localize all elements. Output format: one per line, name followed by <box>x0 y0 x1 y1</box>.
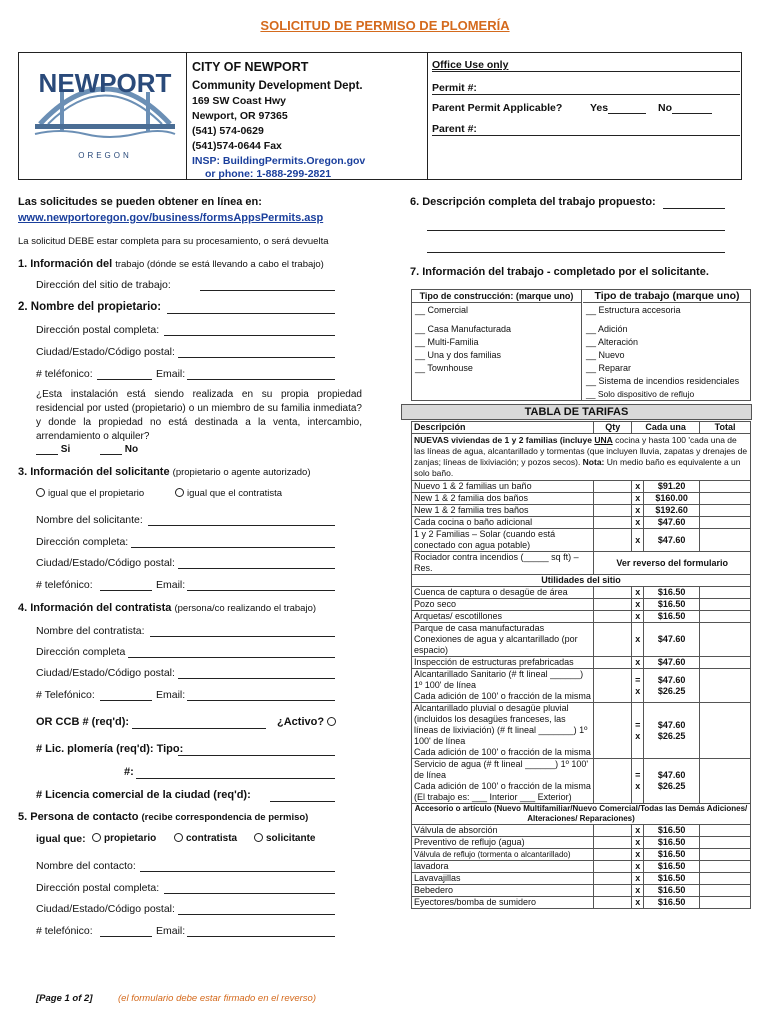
city-license-label: # Licencia comercial de la ciudad (req'd): <box>36 789 251 801</box>
work-option[interactable]: __ Sistema de incendios residenciales <box>586 376 740 386</box>
fee-unit: x <box>632 493 644 505</box>
fee-desc: Alcantarillado Sanitario (# ft lineal ______) 1º 100' de línea Cada adición de 100' o fracción de la misma <box>412 669 594 703</box>
fee-desc: New 1 & 2 familia tres baños <box>412 505 594 517</box>
table-row <box>412 552 751 575</box>
contractor-name-field[interactable] <box>150 636 335 637</box>
applicant-name-label: Nombre del solicitante: <box>36 514 143 526</box>
construction-type-header: Tipo de construcción: (marque uno) <box>412 290 581 303</box>
owner-no[interactable]: No <box>100 444 138 455</box>
table-row <box>412 422 751 434</box>
fee-total[interactable] <box>700 505 751 517</box>
table-row <box>412 611 751 623</box>
construction-type-column <box>412 290 582 400</box>
phone-line: (541) 574-0629 <box>192 125 264 137</box>
contact-owner-option[interactable]: propietario <box>92 833 156 844</box>
same-as-owner-option[interactable]: igual que el propietario <box>36 488 144 499</box>
fee-cost: $16.50 <box>644 837 700 849</box>
work-option[interactable]: __ Solo dispositivo de reflujo <box>586 389 695 399</box>
table-row <box>412 861 751 873</box>
table-row <box>412 587 751 599</box>
fee-cost: $16.50 <box>644 885 700 897</box>
permit-field[interactable]: Permit #: <box>432 82 740 95</box>
table-row <box>412 873 751 885</box>
city-license-field[interactable] <box>270 801 335 802</box>
fax-line: (541)574-0644 Fax <box>192 140 282 152</box>
fee-unit: = x <box>632 759 644 804</box>
work-type-column <box>583 290 751 399</box>
ccb-field[interactable] <box>132 728 266 729</box>
fee-total[interactable] <box>700 669 751 703</box>
each-header: Cada una <box>632 422 700 434</box>
total-header: Total <box>700 422 751 434</box>
fee-unit: x <box>632 505 644 517</box>
table-row <box>412 493 751 505</box>
applicant-email-field[interactable] <box>187 590 335 591</box>
fee-total[interactable] <box>700 493 751 505</box>
fee-total[interactable] <box>700 849 751 861</box>
fee-cost: $16.50 <box>644 897 700 909</box>
fee-cost: $160.00 <box>644 493 700 505</box>
applicant-phone-label: # telefónico: <box>36 579 93 591</box>
form-title: SOLICITUD DE PERMISO DE PLOMERÍA <box>260 18 510 33</box>
table-row <box>412 575 751 587</box>
fee-unit: x <box>632 587 644 599</box>
yes-option[interactable]: Yes <box>590 102 646 114</box>
table-row <box>412 529 751 552</box>
contact-phone-label: # telefónico: <box>36 925 93 937</box>
contractor-phone-field[interactable] <box>100 700 152 701</box>
fee-unit: = x <box>632 703 644 759</box>
site-address-label: Dirección del sitio de trabajo: <box>36 279 171 291</box>
contact-name-label: Nombre del contacto: <box>36 860 136 872</box>
contact-name-field[interactable] <box>140 871 335 872</box>
contractor-phone-label: # Telefónico: <box>36 689 95 701</box>
fee-unit: x <box>632 599 644 611</box>
contact-phone-field[interactable] <box>100 936 152 937</box>
fee-desc: Cuenca de captura o desagüe de área <box>412 587 594 599</box>
owner-email-label: Email: <box>156 368 186 380</box>
fee-table-title: TABLA DE TARIFAS <box>401 404 752 420</box>
fee-desc: Inspección de estructuras prefabricadas <box>412 657 594 669</box>
contractor-addr-label: Dirección completa <box>36 646 126 658</box>
page-number: [Page 1 of 2] <box>36 993 93 1004</box>
fee-cost: $47.60 $26.25 <box>644 703 700 759</box>
fee-unit: x <box>632 837 644 849</box>
header-divider <box>186 52 187 180</box>
table-row <box>412 897 751 909</box>
table-row <box>412 703 751 759</box>
fee-qty[interactable] <box>594 861 632 873</box>
fee-unit: x <box>632 481 644 493</box>
description-field[interactable] <box>663 208 725 209</box>
work-option[interactable]: __ Alteración <box>586 337 639 347</box>
fee-qty[interactable] <box>594 493 632 505</box>
fee-total[interactable] <box>700 657 751 669</box>
fee-desc: Válvula de reflujo (tormenta o alcantarillado) <box>412 849 594 861</box>
plumbing-license-label: # Lic. plomería (req'd): Tipo: <box>36 743 184 755</box>
fee-desc: Lavavajillas <box>412 873 594 885</box>
qty-header: Qty <box>594 422 632 434</box>
contact-postal-field[interactable] <box>164 893 335 894</box>
fee-unit: = x <box>632 669 644 703</box>
insp-phone: or phone: 1-888-299-2821 <box>205 168 332 180</box>
work-type-box <box>411 289 751 401</box>
fee-qty[interactable] <box>594 669 632 703</box>
fee-cost: $47.60 $26.25 <box>644 669 700 703</box>
radio-icon <box>175 488 184 497</box>
fee-qty[interactable] <box>594 873 632 885</box>
fee-cost: $16.50 <box>644 861 700 873</box>
table-row <box>412 623 751 657</box>
fee-unit: x <box>632 885 644 897</box>
fee-cost: $47.60 <box>644 517 700 529</box>
construction-option[interactable]: __ Casa Manufacturada <box>415 324 512 334</box>
fee-desc: Parque de casa manufacturadas Conexiones de agua y alcantarillado (por espacio) <box>412 623 594 657</box>
description-field[interactable] <box>427 252 725 253</box>
fee-qty[interactable] <box>594 481 632 493</box>
license-number-label: #: <box>124 766 134 778</box>
header-divider <box>427 52 428 180</box>
accessory-title: Accesorio o artículo (Nuevo Multifamiliar/Nuevo Comercial/Todas las Demás Adiciones/ Alteraciones/ Reparaciones) <box>412 804 751 825</box>
fee-desc: Nuevo 1 & 2 familias un baño <box>412 481 594 493</box>
fee-qty[interactable] <box>594 611 632 623</box>
fee-qty[interactable] <box>594 529 632 552</box>
fee-desc: Preventivo de reflujo (agua) <box>412 837 594 849</box>
construction-option[interactable]: __ Comercial <box>415 305 469 315</box>
table-row <box>412 849 751 861</box>
fee-desc: Válvula de absorción <box>412 825 594 837</box>
fee-cost: $16.50 <box>644 849 700 861</box>
contact-postal-label: Dirección postal completa: <box>36 882 160 894</box>
city-name: CITY OF NEWPORT <box>192 60 309 74</box>
fee-total[interactable] <box>700 623 751 657</box>
applicant-addr-field[interactable] <box>131 547 335 548</box>
table-row <box>412 837 751 849</box>
section-4-heading: 4. Información del contratista (persona/co realizando el trabajo) <box>18 602 317 614</box>
complete-notice: La solicitud DEBE estar completa para su procesamiento, o será devuelta <box>18 236 329 247</box>
new-dwelling-intro: NUEVAS viviendas de 1 y 2 familias (incluye UNA cocina y hasta 100 'cada una de las líneas de agua, alcantarillado y tormentas (que incluyen lluvia, zapatas y drenajes de zanjas; líneas de lixiviación; y pozos secos). Nota: Un medio baño es equivalente a un solo baño. <box>412 434 751 481</box>
fee-cost: $16.50 <box>644 587 700 599</box>
fee-cost: $91.20 <box>644 481 700 493</box>
description-field[interactable] <box>427 230 725 231</box>
section-3-heading: 3. Información del solicitante (propietario o agente autorizado) <box>18 466 311 478</box>
fee-total[interactable] <box>700 481 751 493</box>
contractor-city-label: Ciudad/Estado/Código postal: <box>36 667 175 679</box>
dept-name: Community Development Dept. <box>192 80 363 92</box>
owner-si[interactable]: Si <box>36 444 70 455</box>
fee-desc: Arquetas/ escotillones <box>412 611 594 623</box>
fee-cost: $47.60 <box>644 657 700 669</box>
license-number-field[interactable] <box>136 778 335 779</box>
table-row <box>412 885 751 897</box>
owner-question: ¿Esta instalación está siendo realizada en su propia propiedad residencial por usted (propietario) o un miembro de su familia inmediata? y donde la propiedad no está destinada a la venta, intercambio, arrendamiento o alquiler? <box>36 389 362 442</box>
contact-email-field[interactable] <box>187 936 335 937</box>
parent-applicable-label: Parent Permit Applicable? <box>432 102 563 114</box>
fee-qty[interactable] <box>594 759 632 804</box>
fee-qty[interactable] <box>594 587 632 599</box>
contact-city-field[interactable] <box>178 914 335 915</box>
radio-icon <box>92 833 101 842</box>
radio-icon <box>254 833 263 842</box>
fee-cost: $47.60 <box>644 529 700 552</box>
applicant-city-label: Ciudad/Estado/Código postal: <box>36 557 175 569</box>
fee-unit: x <box>632 825 644 837</box>
applicant-addr-label: Dirección completa: <box>36 536 129 548</box>
fee-qty[interactable] <box>594 599 632 611</box>
owner-postal-label: Dirección postal completa: <box>36 324 160 336</box>
fee-total[interactable] <box>700 759 751 804</box>
radio-icon <box>327 717 336 726</box>
section-7-heading: 7. Información del trabajo - completado por el solicitante. <box>410 266 709 278</box>
fee-cost: $47.60 <box>644 623 700 657</box>
contractor-email-field[interactable] <box>187 700 335 701</box>
fee-desc: Alcantarillado pluvial o desagüe pluvial (incluidos los desagües franceses, las líneas de lixiviación) (# ft lineal _______) 1º 100' de línea Cada adición de 100' o fracción de la misma <box>412 703 594 759</box>
active-option[interactable]: ¿Activo? <box>277 716 339 728</box>
fee-total[interactable] <box>700 861 751 873</box>
work-option[interactable]: __ Reparar <box>586 363 632 373</box>
fee-total[interactable] <box>700 703 751 759</box>
insp-line: INSP: BuildingPermits.Oregon.gov <box>192 155 366 167</box>
fee-qty[interactable] <box>594 703 632 759</box>
fee-unit: x <box>632 623 644 657</box>
fee-total[interactable] <box>700 587 751 599</box>
fee-desc: Servicio de agua (# ft lineal ______) 1º 100' de línea Cada adición de 100' o fracción de la misma (El trabajo es: ___ Interior ___ Exterior) <box>412 759 594 804</box>
fee-qty[interactable] <box>594 885 632 897</box>
desc-header: Descripción <box>412 422 594 434</box>
section-5-heading: 5. Persona de contacto (recibe correspondencia de permiso) <box>18 811 309 823</box>
contact-contractor-option[interactable]: contratista <box>174 833 237 844</box>
fee-note: Ver reverso del formulario <box>594 552 751 575</box>
fee-unit: x <box>632 849 644 861</box>
fee-cost: $16.50 <box>644 873 700 885</box>
ccb-label: OR CCB # (req'd): <box>36 716 130 728</box>
table-row <box>412 657 751 669</box>
section-2-heading: 2. Nombre del propietario: <box>18 301 162 313</box>
fee-unit: x <box>632 861 644 873</box>
section-1-heading: 1. Información del trabajo (dónde se está llevando a cabo el trabajo) <box>18 258 324 270</box>
same-as-contractor-option[interactable]: igual que el contratista <box>175 488 282 499</box>
owner-name-field[interactable] <box>167 313 335 314</box>
parent-number-field[interactable]: Parent #: <box>432 123 740 136</box>
fee-qty[interactable] <box>594 623 632 657</box>
contact-email-label: Email: <box>156 925 186 937</box>
newport-logo <box>30 62 180 162</box>
fee-cost: $16.50 <box>644 599 700 611</box>
table-row <box>412 804 751 825</box>
work-type-header: Tipo de trabajo (marque uno) <box>583 290 751 303</box>
table-row <box>412 517 751 529</box>
fee-table <box>411 421 751 909</box>
owner-phone-field[interactable] <box>97 379 152 380</box>
table-row <box>412 481 751 493</box>
address-line: 169 SW Coast Hwy <box>192 95 286 107</box>
construction-option[interactable]: __ Multi-Familia <box>415 337 479 347</box>
fee-unit: x <box>632 897 644 909</box>
plumbing-license-field[interactable] <box>178 755 335 756</box>
fee-desc: Rociador contra incendios (_____ sq ft) – Res. <box>412 552 594 575</box>
contractor-city-field[interactable] <box>178 678 335 679</box>
fee-cost: $192.60 <box>644 505 700 517</box>
applicant-name-field[interactable] <box>148 525 335 526</box>
fee-total[interactable] <box>700 529 751 552</box>
section-6-heading: 6. Descripción completa del trabajo propuesto: <box>410 196 656 208</box>
contact-city-label: Ciudad/Estado/Código postal: <box>36 903 175 915</box>
work-option[interactable]: __ Estructura accesoria <box>586 305 681 315</box>
site-address-field[interactable] <box>200 290 335 291</box>
fee-unit: x <box>632 657 644 669</box>
fee-desc: 1 y 2 Familias – Solar (cuando está conectado con agua potable) <box>412 529 594 552</box>
table-row <box>412 825 751 837</box>
applicant-email-label: Email: <box>156 579 186 591</box>
applicant-phone-field[interactable] <box>100 590 152 591</box>
fee-desc: Eyectores/bomba de sumidero <box>412 897 594 909</box>
fee-unit: x <box>632 873 644 885</box>
same-as-label: igual que: <box>36 833 86 845</box>
fee-qty[interactable] <box>594 505 632 517</box>
fee-total[interactable] <box>700 885 751 897</box>
fee-qty[interactable] <box>594 517 632 529</box>
fee-total[interactable] <box>700 825 751 837</box>
fee-total[interactable] <box>700 837 751 849</box>
table-row <box>412 759 751 804</box>
fee-desc: Bebedero <box>412 885 594 897</box>
owner-phone-label: # teléfonico: <box>36 368 93 380</box>
forms-link[interactable]: www.newportoregon.gov/business/formsAppsPermits.asp <box>18 212 324 224</box>
fee-cost: $16.50 <box>644 611 700 623</box>
radio-icon <box>36 488 45 497</box>
fee-total[interactable] <box>700 611 751 623</box>
fee-total[interactable] <box>700 873 751 885</box>
table-row <box>412 434 751 481</box>
fee-unit: x <box>632 517 644 529</box>
construction-option[interactable]: __ Una y dos familias <box>415 350 502 360</box>
table-row <box>412 599 751 611</box>
fee-desc: Pozo seco <box>412 599 594 611</box>
fee-desc: New 1 & 2 familia dos baños <box>412 493 594 505</box>
fee-qty[interactable] <box>594 837 632 849</box>
office-use-label: Office Use only <box>432 59 740 72</box>
work-option[interactable]: __ Nuevo <box>586 350 625 360</box>
fee-qty[interactable] <box>594 897 632 909</box>
fee-qty[interactable] <box>594 825 632 837</box>
fee-cost: $16.50 <box>644 825 700 837</box>
applicant-city-field[interactable] <box>178 568 335 569</box>
fee-total[interactable] <box>700 517 751 529</box>
fee-cost: $47.60 $26.25 <box>644 759 700 804</box>
radio-icon <box>174 833 183 842</box>
utilities-title: Utilidades del sitio <box>412 575 751 587</box>
owner-email-field[interactable] <box>187 379 335 380</box>
logo-subtext: OREGON <box>78 151 132 160</box>
fee-unit: x <box>632 529 644 552</box>
owner-postal-field[interactable] <box>164 335 335 336</box>
contractor-email-label: Email: <box>156 689 186 701</box>
logo-text: NEWPORT <box>38 68 172 98</box>
table-row <box>412 669 751 703</box>
contact-applicant-option[interactable]: solicitante <box>254 833 315 844</box>
owner-city-label: Ciudad/Estado/Código postal: <box>36 346 175 358</box>
online-text: Las solicitudes se pueden obtener en línea en: <box>18 196 262 208</box>
contractor-name-label: Nombre del contratista: <box>36 625 145 637</box>
fee-qty[interactable] <box>594 657 632 669</box>
contractor-addr-field[interactable] <box>128 657 335 658</box>
construction-option[interactable]: __ Townhouse <box>415 363 473 373</box>
no-option[interactable]: No <box>658 102 712 114</box>
fee-total[interactable] <box>700 897 751 909</box>
owner-city-field[interactable] <box>178 357 335 358</box>
work-option[interactable]: __ Adición <box>586 324 628 334</box>
fee-desc: Cada cocina o baño adicional <box>412 517 594 529</box>
fee-total[interactable] <box>700 599 751 611</box>
fee-qty[interactable] <box>594 849 632 861</box>
address-line: Newport, OR 97365 <box>192 110 288 122</box>
fee-unit: x <box>632 611 644 623</box>
table-row <box>412 505 751 517</box>
fee-desc: lavadora <box>412 861 594 873</box>
footer-note: (el formulario debe estar firmado en el reverso) <box>118 993 317 1004</box>
